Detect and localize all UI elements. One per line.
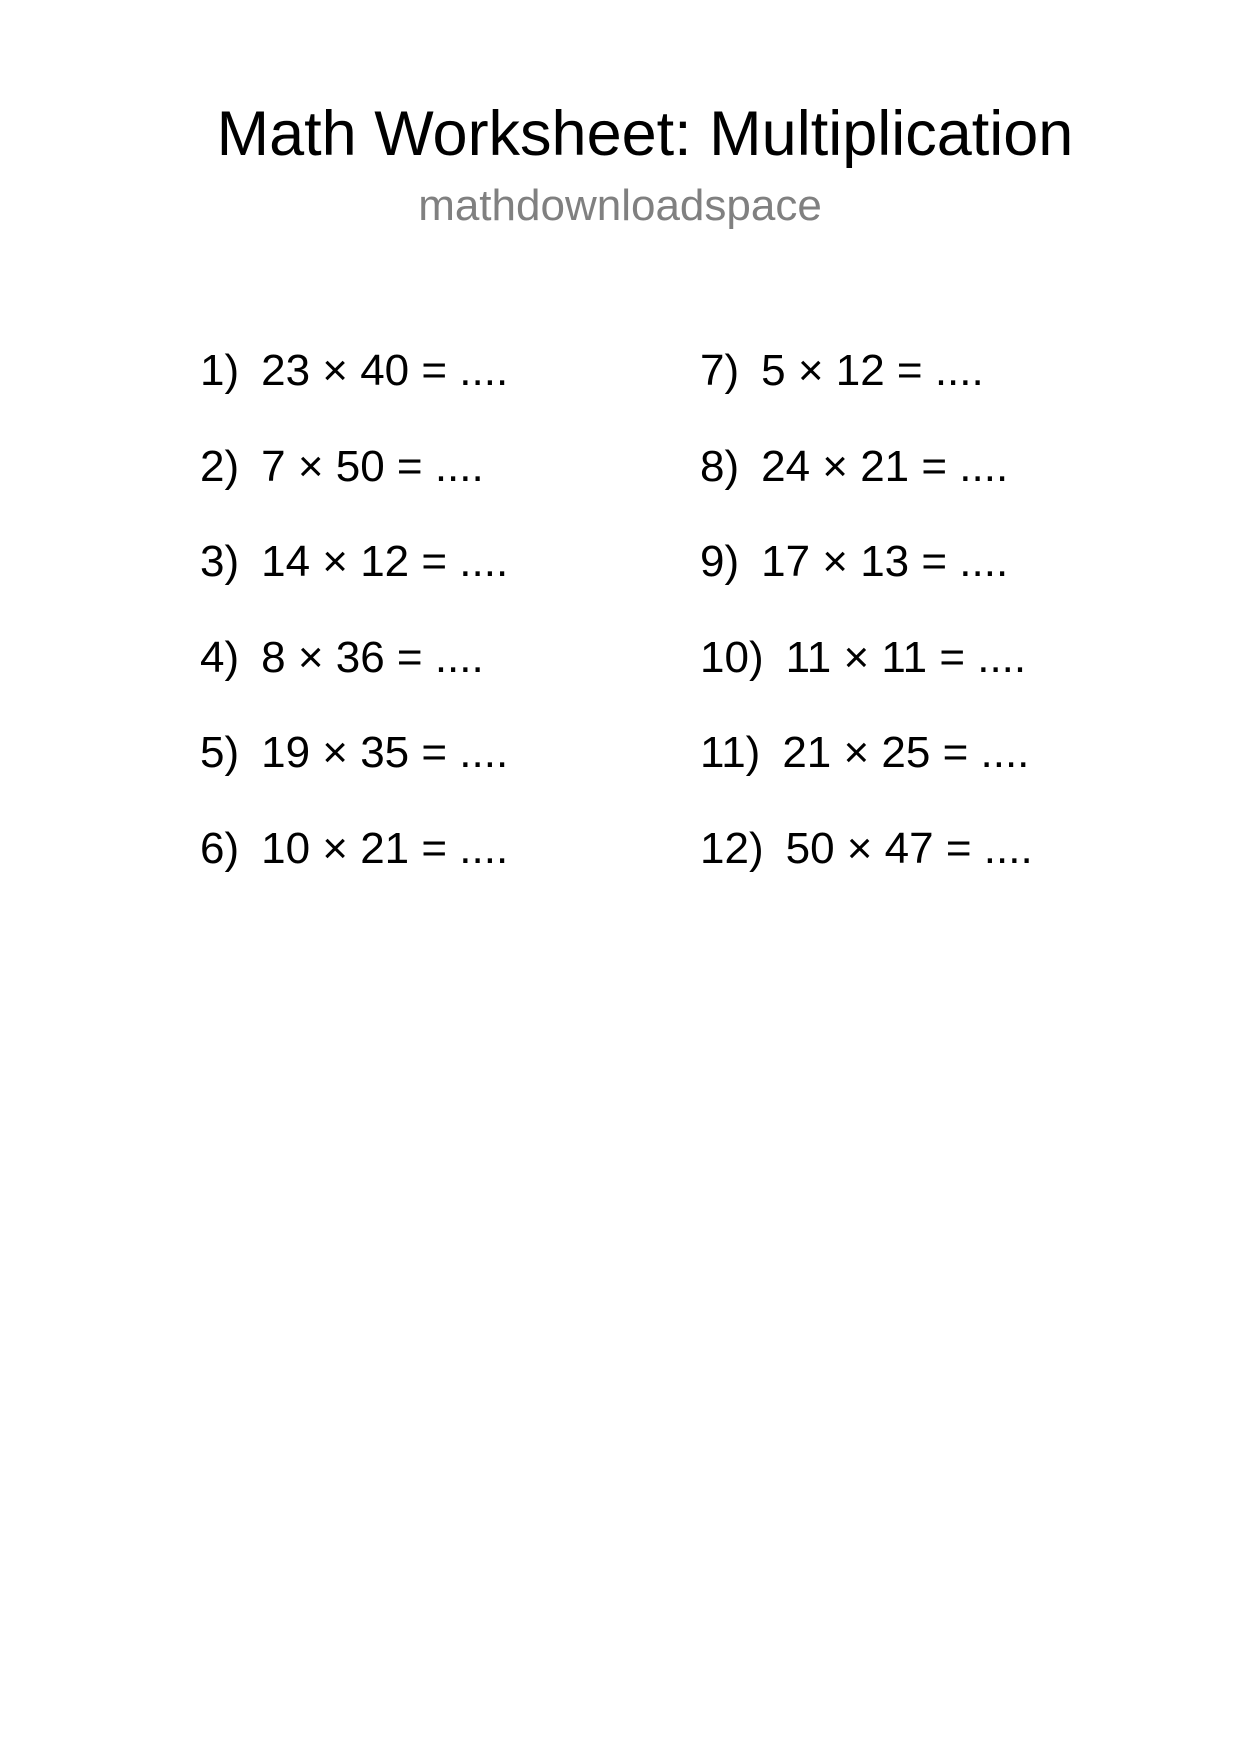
- problem-item: [200, 823, 650, 919]
- problem-number: 12): [700, 823, 764, 873]
- problem-number: 4): [200, 632, 240, 682]
- problem-expression: 23 × 40 = ....: [261, 346, 509, 395]
- problems-column-left: [200, 345, 650, 918]
- problem-expression: 7 × 50 = ....: [261, 441, 484, 491]
- problem-item: [200, 727, 650, 823]
- problem-item: [700, 727, 1150, 823]
- problems-column-right: [700, 345, 1150, 918]
- problem-expression: 21 × 25 = ....: [782, 728, 1030, 777]
- problem-expression: 50 × 47 = ....: [785, 823, 1033, 873]
- problem-item: [700, 823, 1150, 919]
- problem-item: [700, 345, 1150, 441]
- problem-expression: 24 × 21 = ....: [761, 441, 1009, 491]
- problem-item: [700, 441, 1150, 537]
- problem-number: 11): [700, 728, 761, 777]
- problem-item: [700, 632, 1150, 728]
- problem-number: 9): [700, 537, 740, 586]
- problem-number: 6): [200, 823, 240, 873]
- problem-number: 1): [200, 346, 240, 395]
- problem-number: 7): [700, 346, 740, 395]
- problem-expression: 8 × 36 = ....: [261, 632, 484, 682]
- problem-number: 3): [200, 537, 240, 586]
- problem-expression: 17 × 13 = ....: [761, 537, 1009, 586]
- problem-number: 10): [700, 632, 764, 682]
- problem-number: 5): [200, 728, 240, 777]
- problem-expression: 19 × 35 = ....: [261, 728, 509, 777]
- problem-item: [200, 345, 650, 441]
- problem-expression: 10 × 21 = ....: [261, 823, 509, 873]
- problem-number: 2): [200, 441, 240, 491]
- problem-number: 8): [700, 441, 740, 491]
- problem-item: [200, 441, 650, 537]
- problem-item: [200, 632, 650, 728]
- problem-item: [700, 536, 1150, 632]
- problem-expression: 14 × 12 = ....: [261, 537, 509, 586]
- problem-expression: 11 × 11 = ....: [785, 632, 1027, 682]
- problem-item: [200, 536, 650, 632]
- page-title: Math Worksheet: Multiplication: [216, 99, 1074, 169]
- problem-expression: 5 × 12 = ....: [761, 346, 984, 395]
- page-subtitle: mathdownloadspace: [418, 181, 822, 230]
